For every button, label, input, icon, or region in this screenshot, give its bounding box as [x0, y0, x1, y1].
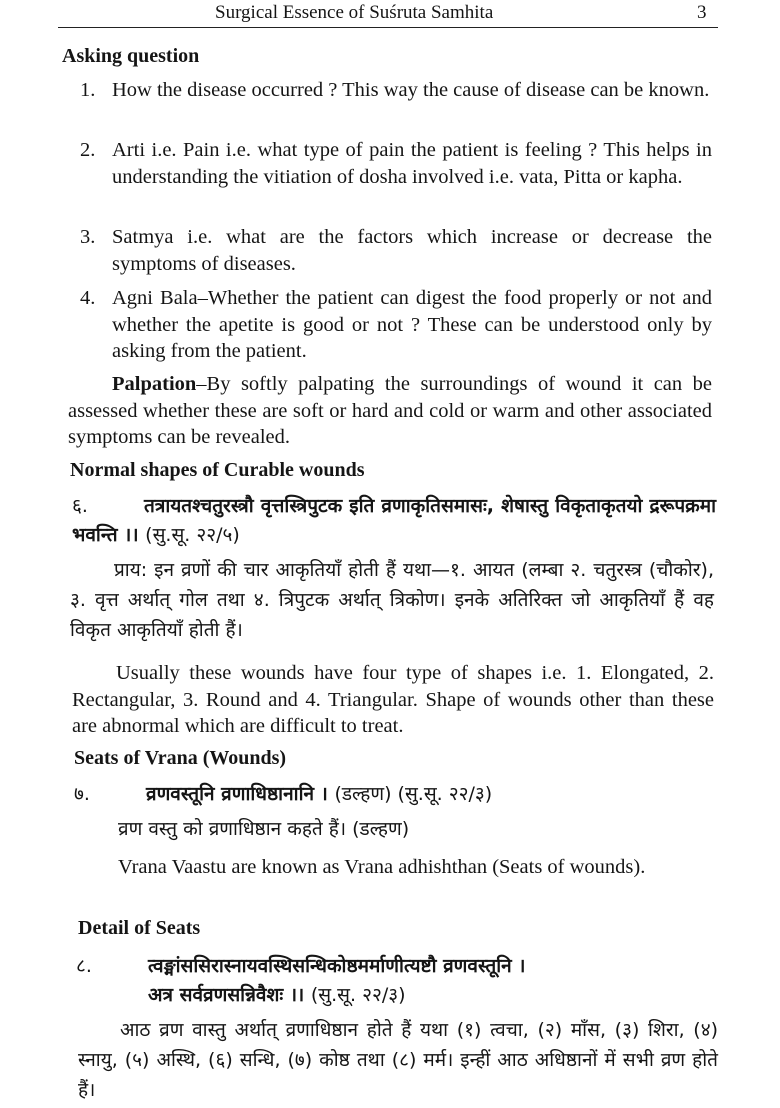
- list-number: 4.: [80, 287, 96, 309]
- list-item: [80, 224, 712, 277]
- hindi-paragraph-detail: आठ व्रण वास्तु अर्थात् व्रणाधिष्ठान होते हैं यथा (१) त्वचा, (२) माँस, (३) शिरा, (४) स्नायु, (५) अस्थि, (६) सन्धि, (७) कोष्ठ तथा (८) मर्म। इन्हीं आठ अधिष्ठानों में सभी व्रण होते हैं।: [78, 1019, 718, 1101]
- sanskrit-verse-7: [74, 780, 714, 809]
- heading-detail-of-seats: Detail of Seats: [78, 917, 201, 939]
- verse-number: ७.: [74, 783, 90, 805]
- list-item: [80, 77, 712, 104]
- list-text: Arti i.e. Pain i.e. what type of pain the patient is feeling ? This helps in understanding the vitiation of dosha involved i.e. vata, Pitta or kapha.: [112, 139, 712, 188]
- verse-number: ६.: [72, 495, 88, 517]
- list-text: Agni Bala–Whether the patient can digest the food properly or not and whether the apetite is good or not ? These can be understood only by asking from the patient.: [112, 287, 712, 362]
- verse-line-2: अत्र सर्वव्रणसन्निवैशः ।।: [148, 984, 305, 1006]
- verse-reference: (सु.सू. २२/५): [145, 524, 240, 546]
- list-text: Satmya i.e. what are the factors which increase or decrease the symptoms of diseases.: [112, 226, 712, 275]
- sanskrit-verse-8: [76, 952, 716, 1010]
- palpation-text: –By softly palpating the surroundings of wound it can be assessed whether these are soft or hard and cold or warm and other associated symptoms can be revealed.: [68, 373, 712, 448]
- english-paragraph-seats: Vrana Vaastu are known as Vrana adhishthan (Seats of wounds).: [118, 856, 646, 878]
- list-number: 1.: [80, 79, 96, 101]
- list-number: 2.: [80, 139, 96, 161]
- header-rule: [58, 27, 718, 28]
- list-number: 3.: [80, 226, 96, 248]
- verse-text: व्रणवस्तूनि व्रणाधिष्ठानानि ।: [146, 783, 328, 805]
- page-number: 3: [697, 2, 707, 23]
- sanskrit-verse-6: [72, 492, 716, 550]
- list-item: [80, 137, 712, 190]
- running-header: Surgical Essence of Suśruta Samhita: [215, 2, 494, 23]
- heading-normal-shapes: Normal shapes of Curable wounds: [70, 459, 365, 481]
- verse-number: ८.: [76, 955, 92, 977]
- verse-reference: (डल्हण) (सु.सू. २२/३): [334, 783, 493, 805]
- verse-line-1: त्वङ्मांससिरास्नायवस्थिसन्धिकोष्ठमर्माणीत्यष्टौ व्रणवस्तूनि ।: [148, 955, 526, 977]
- heading-asking-question: Asking question: [62, 45, 200, 67]
- hindi-paragraph-shapes: प्राय: इन व्रणों की चार आकृतियाँ होती हैं यथा—१. आयत (लम्बा २. चतुरस्त्र (चौकोर), ३. वृत्त अर्थात् गोल तथा ४. त्रिपुटक अर्थात् त्रिकोण। इनके अतिरिक्त जो आकृतियाँ हैं वह विकृत आकृतियाँ होती हैं।: [70, 559, 714, 641]
- verse-reference: (सु.सू. २२/३): [310, 984, 406, 1006]
- palpation-label: Palpation: [112, 373, 197, 395]
- english-paragraph-shapes: Usually these wounds have four type of shapes i.e. 1. Elongated, 2. Rectangular, 3. Round and 4. Triangular. Shape of wounds other than these are abnormal which are difficult to treat.: [72, 662, 714, 737]
- verse-text: तत्रायतश्चतुरस्त्रौ वृत्तस्त्रिपुटक इति व्रणाकृतिसमासः, शेषास्तु विकृताकृतयो द्ररूपक्रमा भवन्ति ।।: [72, 495, 716, 546]
- heading-seats-of-vrana: Seats of Vrana (Wounds): [74, 747, 287, 769]
- list-item: [80, 285, 712, 365]
- palpation-paragraph: [68, 371, 712, 451]
- hindi-paragraph-seats: व्रण वस्तु को व्रणाधिष्ठान कहते हैं। (डल्हण): [118, 818, 410, 840]
- list-text: How the disease occurred ? This way the cause of disease can be known.: [112, 79, 710, 101]
